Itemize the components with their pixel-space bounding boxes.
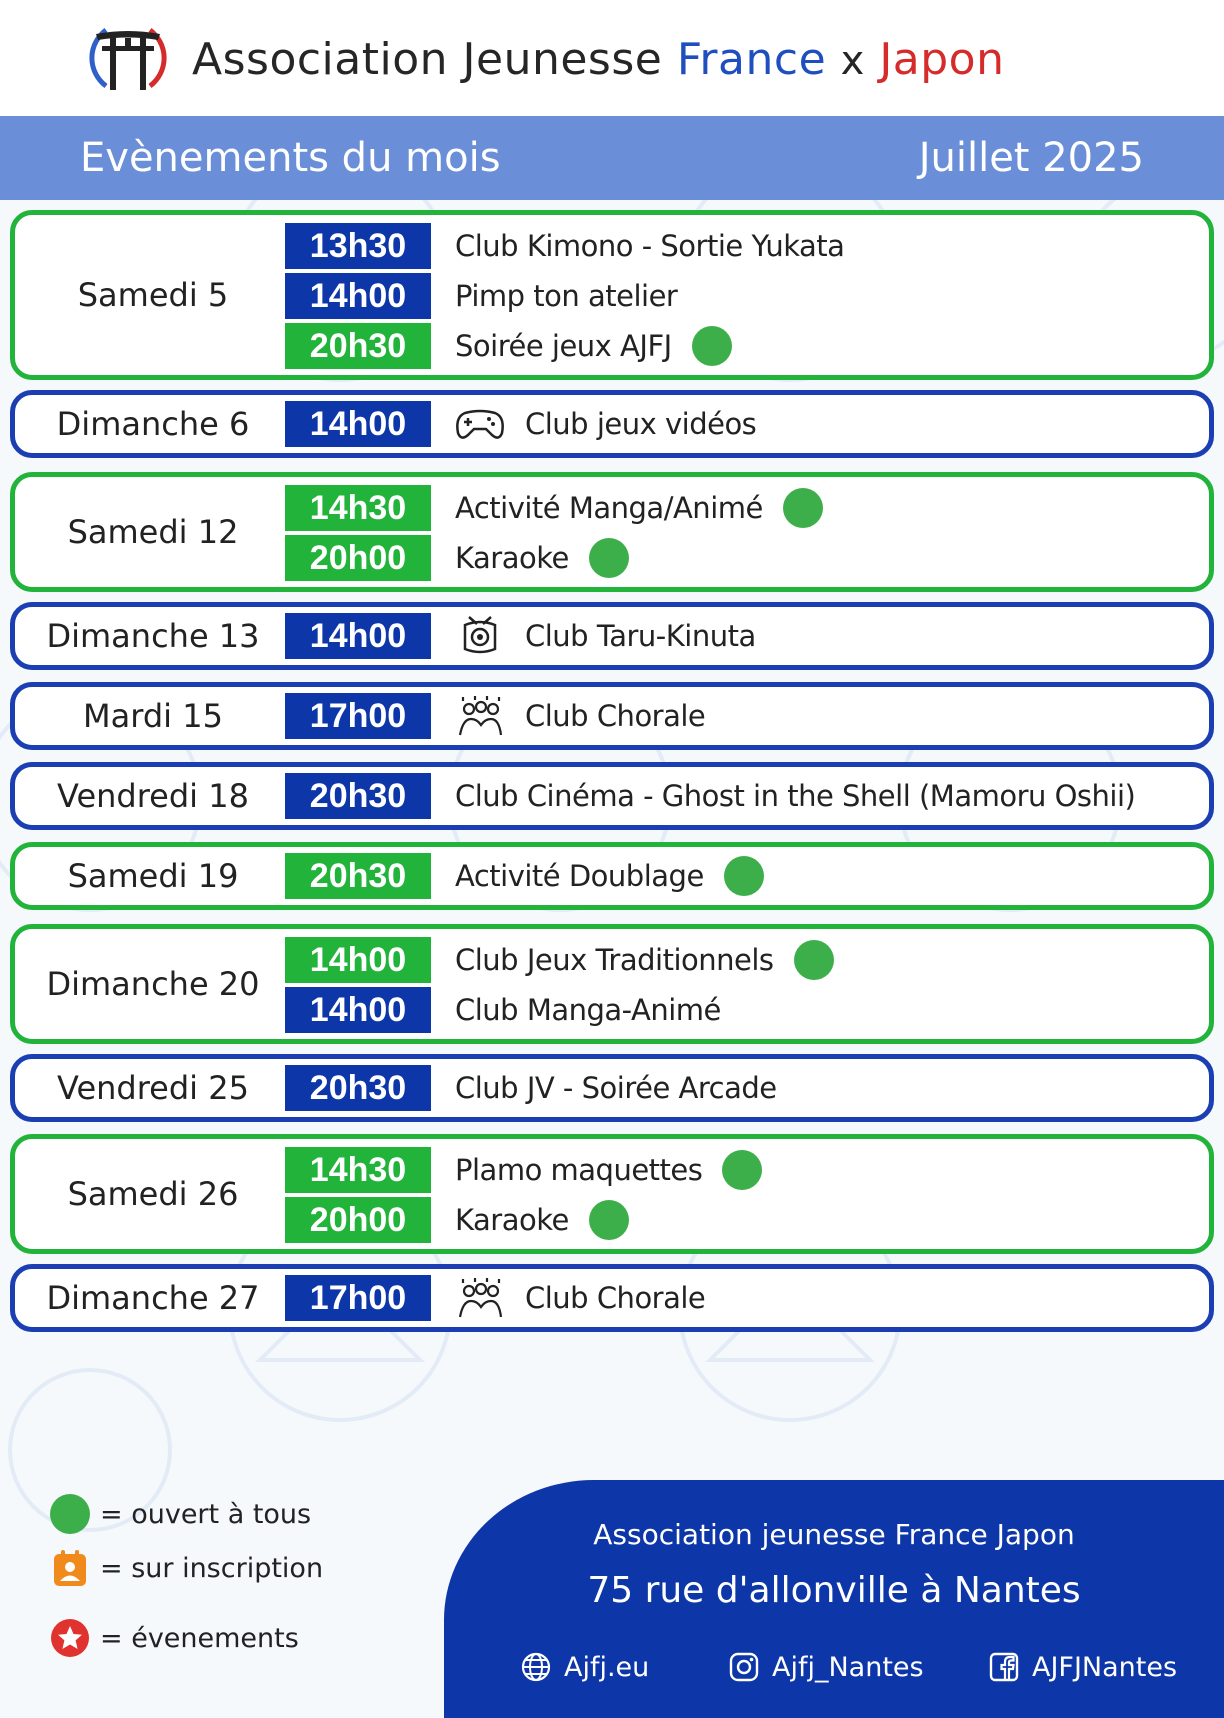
- event-title-text: Plamo maquettes: [455, 1153, 703, 1187]
- event-time: 14h30: [285, 1147, 431, 1193]
- event-title-text: Club Chorale: [525, 1281, 706, 1315]
- globe-icon: [520, 1651, 552, 1683]
- event-time: 13h30: [285, 223, 431, 269]
- event-slot: [285, 535, 1205, 581]
- open-to-all-dot-icon: [783, 488, 823, 528]
- event-day: Samedi 19: [67, 857, 239, 895]
- brand-x: x: [840, 38, 865, 84]
- footer-association-name: Association jeunesse France Japon: [593, 1518, 1075, 1551]
- open-to-all-dot-icon: [724, 856, 764, 896]
- event-card: [10, 1134, 1214, 1254]
- footer-facebook-text: AJFJNantes: [1032, 1651, 1178, 1683]
- legend-events-text: = évenements: [100, 1622, 299, 1654]
- event-time: 14h00: [285, 613, 431, 659]
- gamepad-icon: [455, 403, 505, 445]
- event-card: [10, 390, 1214, 458]
- facebook-icon: [988, 1651, 1020, 1683]
- choir-icon: [455, 695, 505, 737]
- event-day: Dimanche 13: [46, 617, 260, 655]
- event-time: 20h00: [285, 1197, 431, 1243]
- event-time: 17h00: [285, 693, 431, 739]
- event-title: [525, 401, 756, 447]
- event-slot: [285, 1147, 1205, 1193]
- event-title-text: Soirée jeux AJFJ: [455, 329, 672, 363]
- registration-calendar-icon: [50, 1548, 90, 1588]
- event-title-text: Club Taru-Kinuta: [525, 619, 756, 653]
- event-time: 20h00: [285, 535, 431, 581]
- event-title-text: Club Manga-Animé: [455, 993, 721, 1027]
- event-time: 17h00: [285, 1275, 431, 1321]
- event-title-text: Karaoke: [455, 541, 569, 575]
- legend-open-text: = ouvert à tous: [100, 1498, 312, 1530]
- header: [0, 0, 1224, 116]
- event-card: [10, 842, 1214, 910]
- event-time: 20h30: [285, 853, 431, 899]
- event-title-text: Karaoke: [455, 1203, 569, 1237]
- footer-facebook-link[interactable]: [988, 1646, 1177, 1688]
- event-title: [525, 693, 705, 739]
- event-time: 14h30: [285, 485, 431, 531]
- event-slot: [285, 987, 1205, 1033]
- event-time: 14h00: [285, 273, 431, 319]
- event-title: [525, 1275, 705, 1321]
- event-title: [455, 535, 629, 581]
- open-to-all-dot-icon: [589, 1200, 629, 1240]
- event-slot: [285, 937, 1205, 983]
- event-title: [455, 987, 721, 1033]
- event-slot: [285, 273, 1205, 319]
- torii-logo-icon: [86, 20, 170, 96]
- event-slot: [285, 323, 1205, 369]
- banner-title: Evènements du mois: [80, 135, 501, 181]
- event-title-text: Pimp ton atelier: [455, 279, 678, 313]
- event-card: [10, 924, 1214, 1044]
- event-day: Dimanche 20: [46, 965, 260, 1003]
- month-banner: [0, 116, 1224, 200]
- event-card: [10, 602, 1214, 670]
- taiko-drum-icon: [455, 615, 505, 657]
- choir-icon: [455, 1277, 505, 1319]
- event-slot: [285, 223, 1205, 269]
- footer-instagram-link[interactable]: [728, 1646, 924, 1688]
- event-time: 14h00: [285, 937, 431, 983]
- legend-registration-text: = sur inscription: [100, 1552, 324, 1584]
- event-day: Samedi 12: [67, 513, 239, 551]
- event-time: 20h30: [285, 773, 431, 819]
- brand-title: [192, 28, 1005, 92]
- event-card: [10, 210, 1214, 380]
- open-to-all-dot-icon: [50, 1494, 90, 1534]
- event-card: [10, 682, 1214, 750]
- open-to-all-dot-icon: [589, 538, 629, 578]
- event-card: [10, 1264, 1214, 1332]
- event-slot: [285, 1275, 1205, 1321]
- event-card: [10, 762, 1214, 830]
- event-title-text: Club Kimono - Sortie Yukata: [455, 229, 845, 263]
- event-title-text: Club Cinéma - Ghost in the Shell (Mamoru Oshii): [455, 779, 1136, 813]
- event-day: Dimanche 27: [46, 1279, 260, 1317]
- event-title-text: Activité Doublage: [455, 859, 704, 893]
- star-event-icon: [50, 1618, 90, 1658]
- event-slot: [285, 1197, 1205, 1243]
- open-to-all-dot-icon: [722, 1150, 762, 1190]
- event-title: [455, 853, 764, 899]
- footer-website-link[interactable]: [520, 1646, 649, 1688]
- legend-events: [50, 1616, 299, 1660]
- event-day: Samedi 5: [77, 276, 229, 314]
- event-day: Vendredi 18: [57, 777, 249, 815]
- brand-japon: Japon: [879, 34, 1005, 85]
- event-slot: [285, 693, 1205, 739]
- brand-france: France: [676, 34, 827, 85]
- event-slot: [285, 853, 1205, 899]
- event-slot: [285, 401, 1205, 447]
- event-title: [455, 273, 677, 319]
- event-slot: [285, 773, 1205, 819]
- event-title: [525, 613, 756, 659]
- event-title-text: Club Chorale: [525, 699, 706, 733]
- footer-instagram-text: Ajfj_Nantes: [772, 1651, 924, 1683]
- event-title-text: Activité Manga/Animé: [455, 491, 763, 525]
- event-time: 20h30: [285, 1065, 431, 1111]
- footer-website-text: Ajfj.eu: [564, 1651, 650, 1683]
- legend-open: [50, 1492, 311, 1536]
- event-title: [455, 937, 834, 983]
- brand-main: Association Jeunesse: [192, 34, 663, 85]
- banner-month: Juillet 2025: [918, 135, 1144, 181]
- event-card: [10, 472, 1214, 592]
- legend-registration: [50, 1546, 323, 1590]
- event-title: [455, 323, 732, 369]
- event-title: [455, 773, 1135, 819]
- event-slot: [285, 613, 1205, 659]
- event-title: [455, 485, 823, 531]
- event-time: 14h00: [285, 401, 431, 447]
- event-slot: [285, 485, 1205, 531]
- event-time: 20h30: [285, 323, 431, 369]
- event-title-text: Club jeux vidéos: [525, 407, 757, 441]
- footer: [444, 1480, 1224, 1718]
- event-card: [10, 1054, 1214, 1122]
- open-to-all-dot-icon: [692, 326, 732, 366]
- event-title: [455, 1197, 629, 1243]
- footer-address: 75 rue d'allonville à Nantes: [587, 1570, 1081, 1611]
- open-to-all-dot-icon: [794, 940, 834, 980]
- event-day: Vendredi 25: [57, 1069, 249, 1107]
- event-title: [455, 1147, 762, 1193]
- instagram-icon: [728, 1651, 760, 1683]
- event-title: [455, 1065, 777, 1111]
- event-day: Samedi 26: [67, 1175, 239, 1213]
- event-slot: [285, 1065, 1205, 1111]
- event-title-text: Club Jeux Traditionnels: [455, 943, 774, 977]
- event-day: Dimanche 6: [56, 405, 250, 443]
- event-time: 14h00: [285, 987, 431, 1033]
- event-title-text: Club JV - Soirée Arcade: [455, 1071, 777, 1105]
- event-title: [455, 223, 844, 269]
- event-day: Mardi 15: [83, 697, 223, 735]
